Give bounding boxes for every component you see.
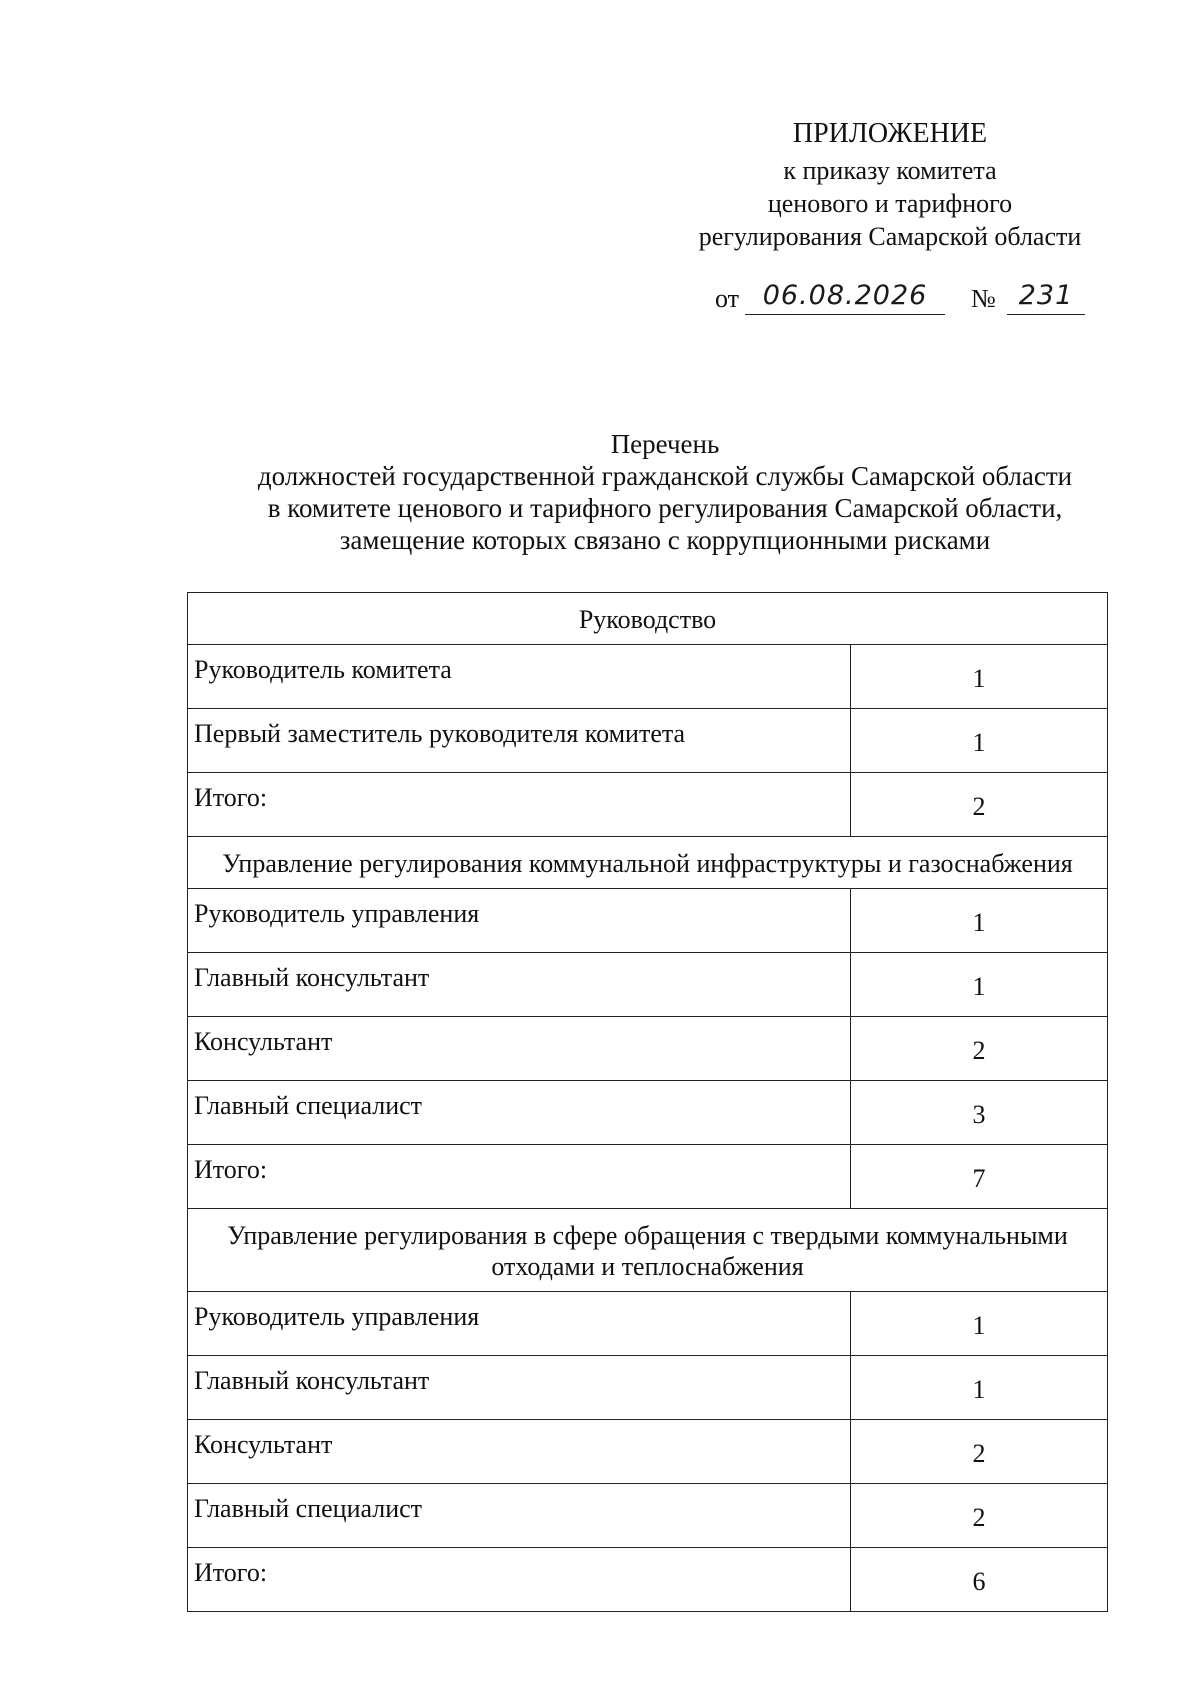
position-count: 2 [851,1484,1108,1548]
positions-table [187,592,1108,1612]
table-row [188,1292,1108,1356]
position-name: Главный консультант [188,953,851,1017]
positions-table-body [188,593,1108,1612]
position-name: Руководитель комитета [188,645,851,709]
position-count: 1 [851,1356,1108,1420]
position-count: 1 [851,645,1108,709]
table-row [188,1484,1108,1548]
table-row [188,773,1108,837]
section-title: Руководство [188,593,1108,645]
position-count: 2 [851,1017,1108,1081]
table-row [188,1081,1108,1145]
order-date-handwritten: 06.08.2026 [745,280,945,315]
order-reference [715,280,1095,320]
position-count: 2 [851,773,1108,837]
position-name: Главный специалист [188,1484,851,1548]
table-row [188,1017,1108,1081]
from-label: от [715,284,740,313]
position-name: Руководитель управления [188,889,851,953]
appendix-title: ПРИЛОЖЕНИЕ [792,118,988,149]
table-row [188,1145,1108,1209]
position-count: 6 [851,1548,1108,1612]
appendix-line-3: регулирования Самарской области [698,222,1082,251]
section-header-row [188,1209,1108,1292]
appendix-line-2: ценового и тарифного [767,189,1013,218]
position-count: 1 [851,1292,1108,1356]
order-number-handwritten: 231 [1007,280,1085,315]
position-name: Консультант [188,1420,851,1484]
position-count: 3 [851,1081,1108,1145]
title-line-1: Перечень [610,429,720,459]
title-line-2: должностей государственной гражданской службы Самарской области [257,461,1073,491]
title-line-3: в комитете ценового и тарифного регулирования Самарской области, [267,493,1063,523]
position-name: Первый заместитель руководителя комитета [188,709,851,773]
appendix-line-1: к приказу комитета [783,156,997,185]
section-header-row [188,837,1108,889]
document-title [200,428,1130,556]
title-line-4: замещение которых связано с коррупционными рисками [339,525,991,555]
table-row [188,709,1108,773]
position-name: Главный консультант [188,1356,851,1420]
table-row [188,1356,1108,1420]
table-row [188,953,1108,1017]
position-count: 1 [851,953,1108,1017]
position-name: Итого: [188,1548,851,1612]
position-name: Руководитель управления [188,1292,851,1356]
position-count: 1 [851,889,1108,953]
table-row [188,1420,1108,1484]
position-count: 2 [851,1420,1108,1484]
position-name: Итого: [188,1145,851,1209]
table-row [188,889,1108,953]
section-header-row [188,593,1108,645]
position-count: 1 [851,709,1108,773]
appendix-block [660,116,1120,253]
position-count: 7 [851,1145,1108,1209]
number-label: № [971,284,996,313]
position-name: Итого: [188,773,851,837]
table-row [188,1548,1108,1612]
table-row [188,645,1108,709]
position-name: Главный специалист [188,1081,851,1145]
section-title: Управление регулирования в сфере обращения с твердыми коммунальными отходами и теплоснабжения [188,1209,1108,1292]
position-name: Консультант [188,1017,851,1081]
section-title: Управление регулирования коммунальной инфраструктуры и газоснабжения [188,837,1108,889]
